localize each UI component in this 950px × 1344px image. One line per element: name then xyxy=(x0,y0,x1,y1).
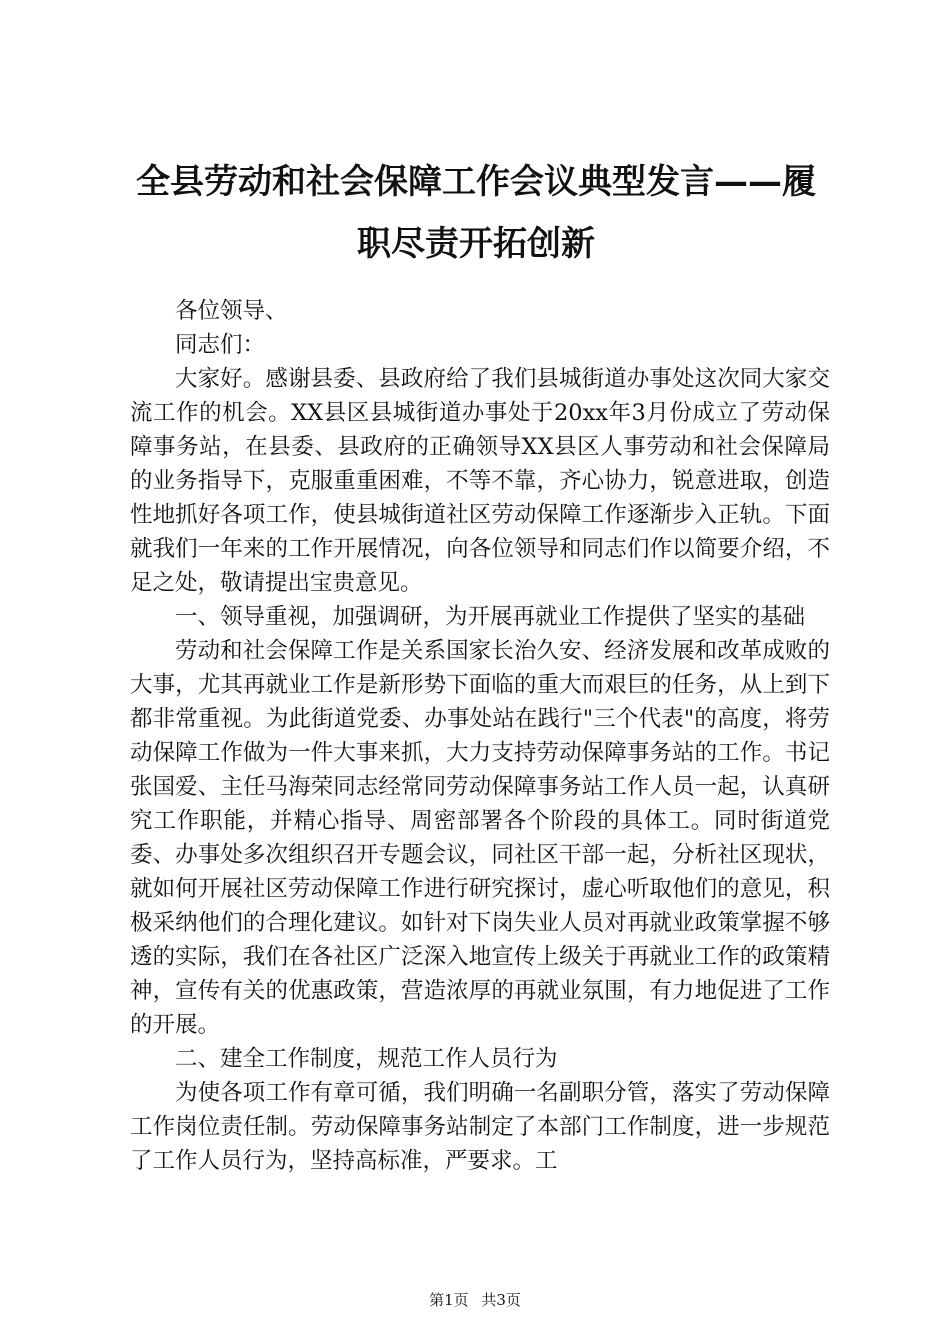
document-title-line-1: 全县劳动和社会保障工作会议典型发言——履 xyxy=(136,162,816,202)
salutation-leaders: 各位领导、 xyxy=(175,298,288,324)
section-heading-1: 一、领导重视，加强调研，为开展再就业工作提供了坚实的基础 xyxy=(175,604,806,630)
paragraph-intro: 大家好。感谢县委、县政府给了我们县城街道办事处这次同大家交流工作的机会。XX县区县城街道办事处于20xx年3月份成立了劳动保障事务站，在县委、县政府的正确领导XX县区人事劳动和社会保障局的业务指导下，克服重重困难，不等不靠，齐心协力，锐意进取，创造性地抓好各项工作，使县城街道社区劳动保障工作逐渐步入正轨。下面就我们一年来的工作开展情况，向各位领导和同志们作以简要介绍，不足之处，敬请提出宝贵意见。 xyxy=(130,366,830,596)
salutation-comrades: 同志们： xyxy=(175,332,266,358)
document-body xyxy=(130,294,830,1178)
page-number: 第1页 xyxy=(429,1291,469,1309)
page-total: 共3页 xyxy=(481,1291,521,1309)
document-title-line-2: 职尽责开拓创新 xyxy=(357,224,595,264)
section-heading-2: 二、建全工作制度，规范工作人员行为 xyxy=(175,1046,558,1072)
page-footer xyxy=(0,1290,950,1310)
paragraph-section-2: 为使各项工作有章可循，我们明确一名副职分管，落实了劳动保障工作岗位责任制。劳动保障事务站制定了本部门工作制度，进一步规范了工作人员行为，坚持高标准，严要求。工 xyxy=(130,1080,830,1174)
paragraph-section-1: 劳动和社会保障工作是关系国家长治久安、经济发展和改革成败的大事，尤其再就业工作是新形势下面临的重大而艰巨的任务，从上到下都非常重视。为此街道党委、办事处站在践行"三个代表"的高度，将劳动保障工作做为一件大事来抓，大力支持劳动保障事务站的工作。书记张国爱、主任马海荣同志经常同劳动保障事务站工作人员一起，认真研究工作职能，并精心指导、周密部署各个阶段的具体工。同时街道党委、办事处多次组织召开专题会议，同社区干部一起，分析社区现状，就如何开展社区劳动保障工作进行研究探讨，虚心听取他们的意见，积极采纳他们的合理化建议。如针对下岗失业人员对再就业政策掌握不够透的实际，我们在各社区广泛深入地宣传上级关于再就业工作的政策精神，宣传有关的优惠政策，营造浓厚的再就业氛围，有力地促进了工作的开展。 xyxy=(130,638,830,1038)
